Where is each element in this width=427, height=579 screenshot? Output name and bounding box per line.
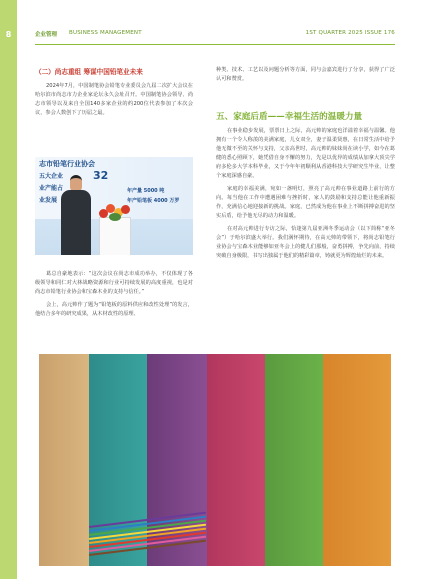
speaker-suit — [61, 190, 91, 255]
left-paragraph-2: 葛总自豪地表示：“这次会议在尚志市成功举办，不仅体现了各级领导和同仁对大林战略资源和行业可持续发展的高度重视，也是对尚志市铅笔行业协会和宝森木业的支持与信任。” — [35, 271, 193, 295]
colored-pencil-wood-photo — [39, 354, 391, 566]
flower-arrangement — [97, 203, 133, 223]
issue-label: 1ST QUARTER 2025 ISSUE 176 — [305, 30, 395, 36]
header-divider — [35, 44, 395, 45]
pencil-bundle — [89, 512, 209, 562]
conference-photo — [35, 157, 193, 255]
wood-board-5 — [265, 354, 323, 566]
left-paragraph-3: 会上，高元帅作了题为“铅笔板的原料供应和改性处理”的发言，他结合多年的研究成果，从木材改性的原理、 — [35, 302, 193, 317]
right-intro-paragraph: 种类、技术、工艺以及问题分析等方面，同与会嘉宾进行了分享，获得了广泛认可和赞赏。 — [216, 67, 395, 82]
page-number: 8 — [5, 30, 12, 39]
photo-stat-1: 年产量 5000 吨 — [127, 188, 165, 194]
left-paragraph-1: 2024年7月，中国制笔协会铅笔专业委员会九届二次扩大会议在哈尔滨市尚志市力企业家论坛永久会址召开。中国制笔协会领导、尚志市领导以及来自全国140多家企业的约200位代表参加了本次会议，参会人数创下了历届之最。 — [35, 83, 193, 116]
wood-board-1 — [39, 354, 89, 566]
section-five-heading: 五、家庭后盾——幸福生活的温暖力量 — [216, 112, 363, 122]
right-paragraph-2: 家庭的幸福美满，宛如一盏明灯，照亮了高元帅在事业道路上前行的方向。每当他在工作中遭遇困难与挫折时，家人的鼓励和支持总能让他重新振作，充满信心地迎接新的挑战。家庭，已然成为他在事业上不断拼搏奋进的坚实后盾，给予他无尽的动力和温暖。 — [216, 186, 395, 219]
photo-banner-text-3: 业产能占 — [39, 185, 64, 192]
speaker-figure — [59, 175, 93, 255]
photo-banner-text-1: 志市铅笔行业协会 — [39, 160, 95, 168]
photo-banner-text-2: 五大企业 — [39, 173, 64, 180]
photo-stat-2: 年产铅笔板 4000 万罗 — [127, 198, 180, 204]
side-color-tab — [0, 0, 17, 579]
wood-board-6 — [323, 354, 391, 566]
magazine-brand-english: BUSINESS MANAGEMENT — [69, 30, 142, 36]
left-subheading: （二）尚志重组 筹谋中国铅笔业未来 — [35, 68, 143, 76]
wood-board-4 — [207, 354, 265, 566]
magazine-brand: 企业管理 — [35, 32, 58, 38]
right-column-intro — [216, 66, 395, 88]
left-column-top — [35, 82, 193, 122]
left-column-bottom — [35, 270, 193, 323]
right-paragraph-1: 在事业稳步发展，票票日上之际，高元帅的家庭也洋溢着幸福与温馨。他拥有一个令人称羡的美满家庭，儿女双全，妻子温柔贤惠，在日常生活中给予他无微不至的关怀与支持，父亲高世时，高元帅的妹妹尚在读小学，如今在葛健的悉心照顾下，她凭借自身不懈的努力，先是以优异的成绩从加拿大顶尖学府多伦多大学本科毕业，又于今年年初顺利从香港科技大学研究生毕业，让整个家庭深感自豪。 — [216, 128, 395, 179]
photo-big-number: 32 — [93, 169, 109, 182]
photo-banner-text-4: 业发展 — [39, 197, 58, 204]
right-paragraph-3: 在对高元帅进行专访之际，恰逢第九届亚洲冬季运动会（以下简称“亚冬会”）于哈尔滨盛大举行。我们满怀期待，在高元帅的带领下，将尚志铅笔行业协会与宝森木业能够如亚冬会上的健儿们那般，奋勇拼搏，争先向前，持续突破自身极限，书写出独属于他们的精彩篇章，铸就更为辉煌灿烂的未来。 — [216, 226, 395, 259]
right-column-body — [216, 127, 395, 265]
running-header — [35, 30, 395, 42]
